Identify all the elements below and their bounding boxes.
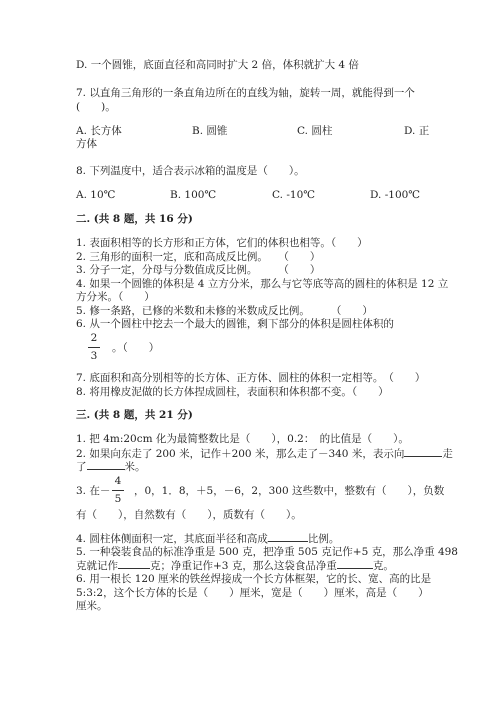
s3-q2-tail: 走 (442, 448, 453, 460)
s3-q6-line3: 厘米。 (76, 600, 108, 612)
s2-q1: 1. 表面积相等的长方形和正方体，它们的体积也相等。（ ） (76, 237, 368, 249)
s3-q2-blank-2[interactable] (87, 459, 125, 470)
s2-q6-line1: 6. 从一个圆柱中挖去一个最大的圆锥，剩下部分的体积是圆柱体积的 (76, 318, 394, 330)
s2-q6-tail: 。（ ） (112, 342, 160, 354)
q7-option-c: C. 圆柱 (297, 125, 333, 137)
q7-text-line2: ( )。 (76, 101, 116, 113)
s3-q6-line2: 5:3:2，这个长方体的长是（ ）厘米，宽是（ ）厘米，高是（ ） (76, 587, 429, 599)
s3-q3-fraction-denominator: 5 (114, 493, 122, 505)
s3-q2-line2-prefix: 了 (76, 461, 87, 473)
s2-q4-line2: 方分米。（ ） (76, 291, 155, 303)
s2-q8: 8. 将用橡皮泥做的长方体捏成圆柱，表面积和体积都不变。（ ） (76, 386, 389, 398)
s2-q2: 2. 三角形的面积一定，底和高成反比例。 （ ） (76, 251, 321, 263)
s3-q5-mid: 克；净重记作+3 克，那么这袋食品净重 (150, 560, 337, 572)
q8-option-a: A. 10℃ (76, 189, 116, 201)
q7-option-d: D. 正 (404, 125, 430, 137)
q7-option-b: B. 圆锥 (192, 125, 228, 137)
s3-q3-prefix: 3. 在－ (76, 485, 111, 497)
s2-q4-line1: 4. 如果一个圆锥的体积是 4 立方分米，那么与它等底等高的圆柱的体积是 12 立 (76, 278, 449, 290)
s3-q4-blank[interactable] (268, 531, 308, 542)
section-2-heading: 二. (共 8 题，共 16 分) (76, 213, 193, 225)
s3-q3-fraction-numerator: 4 (114, 475, 122, 487)
s3-q3-fraction-bar (112, 490, 124, 491)
s3-q2-line2 (76, 459, 146, 474)
q7-prev-option-d: D. 一个圆锥，底面直径和高同时扩大 2 倍，体积就扩大 4 倍 (76, 59, 359, 71)
s3-q4-tail: 比例。 (307, 533, 340, 545)
q8-text: 8. 下列温度中，适合表示冰箱的温度是（ ）。 (76, 165, 305, 177)
q7-option-a: A. 长方体 (76, 125, 122, 137)
q7-text-line1: 7. 以直角三角形的一条直角边所在的直线为轴，旋转一周，就能得到一个 (76, 87, 415, 99)
s2-q6-fraction-denominator: 3 (90, 350, 98, 362)
s2-q3: 3. 分子一定，分母与分数值成反比例。 （ ） (76, 264, 321, 276)
q8-option-b: B. 100℃ (170, 189, 217, 201)
s2-q6-fraction-numerator: 2 (90, 332, 98, 344)
s3-q3-line2: 有（ ），自然数有（ ），质数有（ ）。 (76, 509, 302, 521)
s3-q3-rest: ，0，1．8，＋5，－6，2，300 这些数中，整数有（ ），负数 (134, 485, 445, 497)
s3-q2-text: 2. 如果向东走了 200 米，记作＋200 米，那么走了－340 米，表示向 (76, 448, 405, 460)
s3-q4-text: 4. 圆柱体侧面积一定，其底面半径和高成 (76, 533, 268, 545)
s2-q7: 7. 底面积和高分别相等的长方体、正方体、圆柱的体积一定相等。 （ ） (76, 372, 426, 384)
s3-q5-line2 (76, 558, 394, 573)
q7-option-d-cont: 方体 (76, 138, 97, 150)
s3-q1: 1. 把 4m:20cm 化为最简整数比是（ ），0.2： 的比值是（ ）。 (76, 433, 409, 445)
q8-option-d: D. -100℃ (370, 189, 421, 201)
s3-q2-blank-1[interactable] (404, 446, 442, 457)
s3-q4 (76, 531, 339, 546)
s3-q5-blank-1[interactable] (118, 558, 150, 569)
s3-q5-blank-2[interactable] (337, 558, 373, 569)
s3-q5-prefix: 克就记作 (76, 560, 118, 572)
s2-q5: 5. 修一条路，已修的米数和未修的米数成反比例。 （ ） (76, 305, 373, 317)
s3-q5-tail: 克。 (372, 560, 394, 572)
section-3-heading: 三. (共 8 题，共 21 分) (76, 409, 193, 421)
s2-q6-fraction-bar (88, 347, 100, 348)
s3-q6-line1: 6. 用一根长 120 厘米的铁丝焊接成一个长方体框架，它的长、宽、高的比是 (76, 573, 432, 585)
s3-q5-line1: 5. 一种袋装食品的标准净重是 500 克，把净重 505 克记作+5 克，那么净重 498 (76, 546, 458, 558)
q8-option-c: C. -10℃ (272, 189, 315, 201)
s3-q2-line2-tail: 米。 (124, 461, 146, 473)
